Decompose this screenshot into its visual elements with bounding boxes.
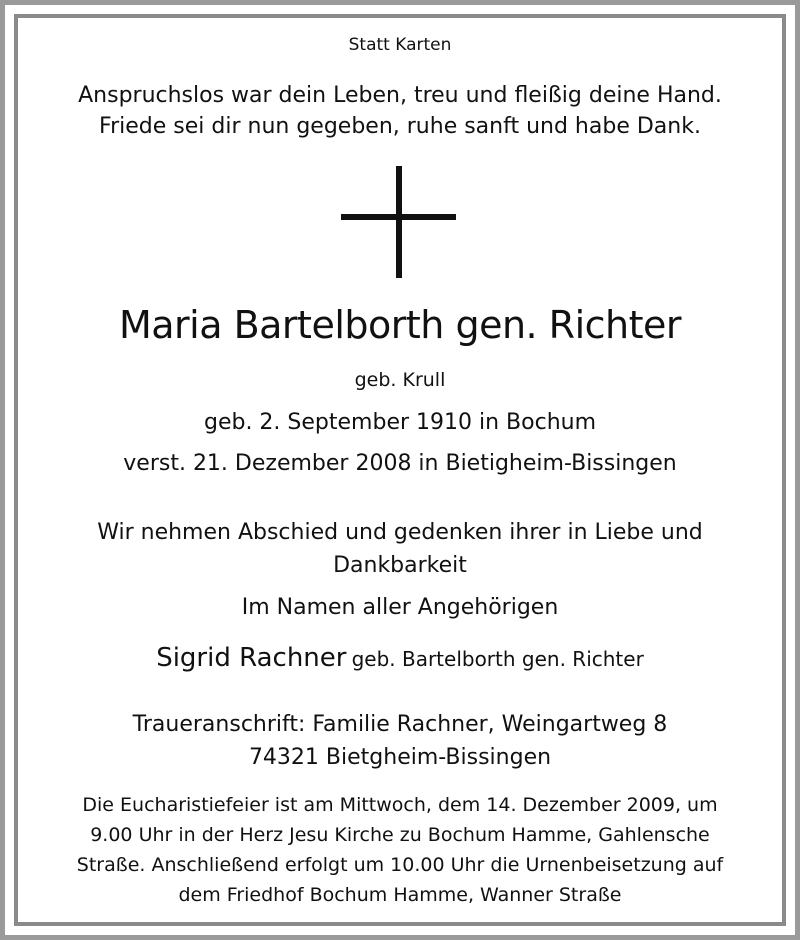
farewell-line-1: Wir nehmen Abschied und gedenken ihrer in Liebe und: [97, 520, 703, 545]
family-line: Im Namen aller Angehörigen: [241, 595, 559, 620]
service-line-2: 9.00 Uhr in der Herz Jesu Kirche zu Bochum Hamme, Gahlensche: [90, 824, 710, 846]
signatory-maiden-name: geb. Bartelborth gen. Richter: [351, 647, 644, 671]
verse-line-1: Anspruchslos war dein Leben, treu und fleißig deine Hand.: [78, 83, 722, 108]
deceased-name: Maria Bartelborth gen. Richter: [118, 303, 682, 347]
verse-line-2: Friede sei dir nun gegeben, ruhe sanft und habe Dank.: [99, 114, 701, 139]
service-line-4: dem Friedhof Bochum Hamme, Wanner Straße: [178, 884, 622, 906]
signatory-name: Sigrid Rachner: [156, 643, 347, 673]
signatory: [0, 643, 800, 673]
address-line-1: Traueranschrift: Familie Rachner, Weingartweg 8: [132, 712, 668, 737]
birth-info: geb. 2. September 1910 in Bochum: [203, 410, 597, 435]
service-line-3: Straße. Anschließend erfolgt um 10.00 Uhr die Urnenbeisetzung auf: [76, 854, 724, 876]
farewell-line-2: Dankbarkeit: [333, 553, 467, 578]
service-line-1: Die Eucharistiefeier ist am Mittwoch, dem 14. Dezember 2009, um: [82, 794, 718, 816]
address-line-2: 74321 Bietgheim-Bissingen: [248, 745, 552, 770]
death-info: verst. 21. Dezember 2008 in Bietigheim-Bissingen: [123, 451, 677, 476]
header-text: Statt Karten: [348, 35, 452, 55]
deceased-maiden-name: geb. Krull: [354, 369, 446, 391]
